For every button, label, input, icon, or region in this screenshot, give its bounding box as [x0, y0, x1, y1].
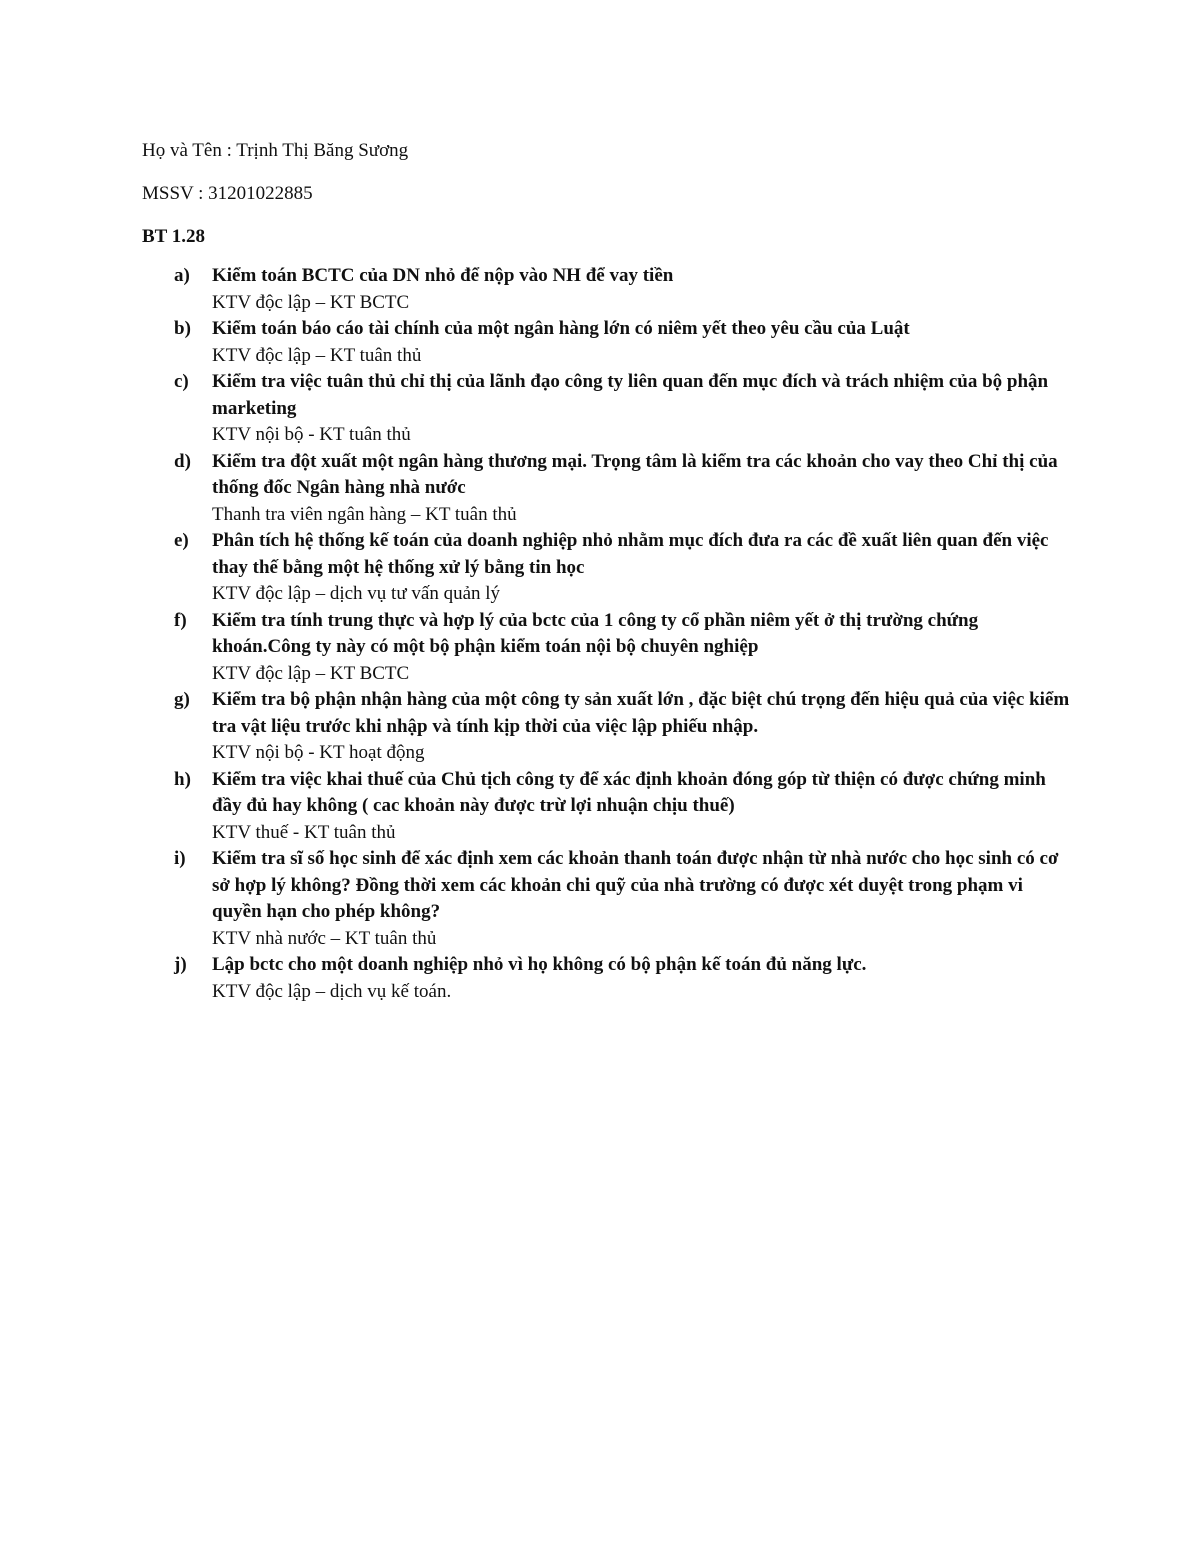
list-item	[142, 263, 1072, 316]
list-item	[142, 952, 1072, 1005]
student-name-line: Họ và Tên : Trịnh Thị Băng Sương	[142, 140, 409, 161]
item-question: Kiểm toán BCTC của DN nhỏ để nộp vào NH để vay tiền	[212, 265, 674, 286]
exercise-title: BT 1.28	[142, 226, 206, 247]
list-item	[142, 528, 1072, 608]
item-question: Lập bctc cho một doanh nghiệp nhỏ vì họ không có bộ phận kế toán đủ năng lực.	[212, 954, 867, 975]
item-question: Kiểm tra sĩ số học sinh để xác định xem các khoản thanh toán được nhận từ nhà nước cho học sinh có cơ sở hợp lý không? Đồng thời xem các khoản chi quỹ của nhà trường có được xét duyệt trong phạm vi quyền hạn cho phép không?	[212, 848, 1059, 922]
item-marker: b)	[174, 318, 191, 339]
item-question: Kiểm tra tính trung thực và hợp lý của bctc của 1 công ty cổ phần niêm yết ở thị trường chứng khoán.Công ty này có một bộ phận kiểm toán nội bộ chuyên nghiệp	[212, 609, 979, 657]
item-marker: a)	[174, 265, 190, 286]
item-marker: j)	[174, 954, 187, 975]
student-id-line: MSSV : 31201022885	[142, 183, 313, 204]
list-item	[142, 767, 1072, 847]
item-marker: g)	[174, 689, 190, 710]
exercise-list	[142, 263, 1072, 1005]
list-item	[142, 687, 1072, 767]
item-answer: KTV độc lập – KT tuân thủ	[212, 344, 422, 366]
list-item	[142, 316, 1072, 369]
list-item	[142, 846, 1072, 952]
item-answer: Thanh tra viên ngân hàng – KT tuân thủ	[212, 503, 517, 525]
item-marker: d)	[174, 450, 191, 472]
list-item	[142, 608, 1072, 688]
item-answer: KTV nội bộ - KT tuân thủ	[212, 424, 411, 445]
item-question: Kiểm tra đột xuất một ngân hàng thương mại. Trọng tâm là kiểm tra các khoản cho vay theo Chỉ thị của thống đốc Ngân hàng nhà nước	[212, 450, 1058, 498]
item-question: Kiểm toán báo cáo tài chính của một ngân hàng lớn có niêm yết theo yêu cầu của Luật	[212, 318, 910, 339]
item-question: Phân tích hệ thống kế toán của doanh nghiệp nhỏ nhằm mục đích đưa ra các đề xuất liên quan đến việc thay thế bằng một hệ thống xử lý bằng tin học	[212, 530, 1049, 578]
item-answer: KTV nhà nước – KT tuân thủ	[212, 927, 437, 949]
item-answer: KTV độc lập – dịch vụ kế toán.	[212, 980, 452, 1002]
item-question: Kiểm tra bộ phận nhận hàng của một công ty sản xuất lớn , đặc biệt chú trọng đến hiệu quả của việc kiểm tra vật liệu trước khi nhập và tính kịp thời của việc lập phiếu nhập.	[212, 689, 1070, 737]
item-marker: i)	[174, 848, 186, 869]
item-answer: KTV độc lập – KT BCTC	[212, 291, 410, 313]
list-item	[142, 449, 1072, 529]
item-answer: KTV độc lập – dịch vụ tư vấn quản lý	[212, 583, 501, 604]
item-answer: KTV nội bộ - KT hoạt động	[212, 742, 425, 763]
document-body	[142, 138, 1072, 1005]
item-question: Kiểm tra việc tuân thủ chỉ thị của lãnh đạo công ty liên quan đến mục đích và trách nhiệm của bộ phận marketing	[212, 371, 1049, 419]
item-question: Kiểm tra việc khai thuế của Chủ tịch công ty để xác định khoản đóng góp từ thiện có được chứng minh đầy đủ hay không ( cac khoản này được trừ lợi nhuận chịu thuế)	[212, 768, 1046, 816]
item-marker: e)	[174, 530, 189, 551]
item-marker: f)	[174, 609, 187, 631]
item-marker: h)	[174, 768, 191, 790]
item-marker: c)	[174, 371, 189, 392]
item-answer: KTV thuế - KT tuân thủ	[212, 821, 396, 843]
item-answer: KTV độc lập – KT BCTC	[212, 662, 410, 684]
list-item	[142, 369, 1072, 449]
